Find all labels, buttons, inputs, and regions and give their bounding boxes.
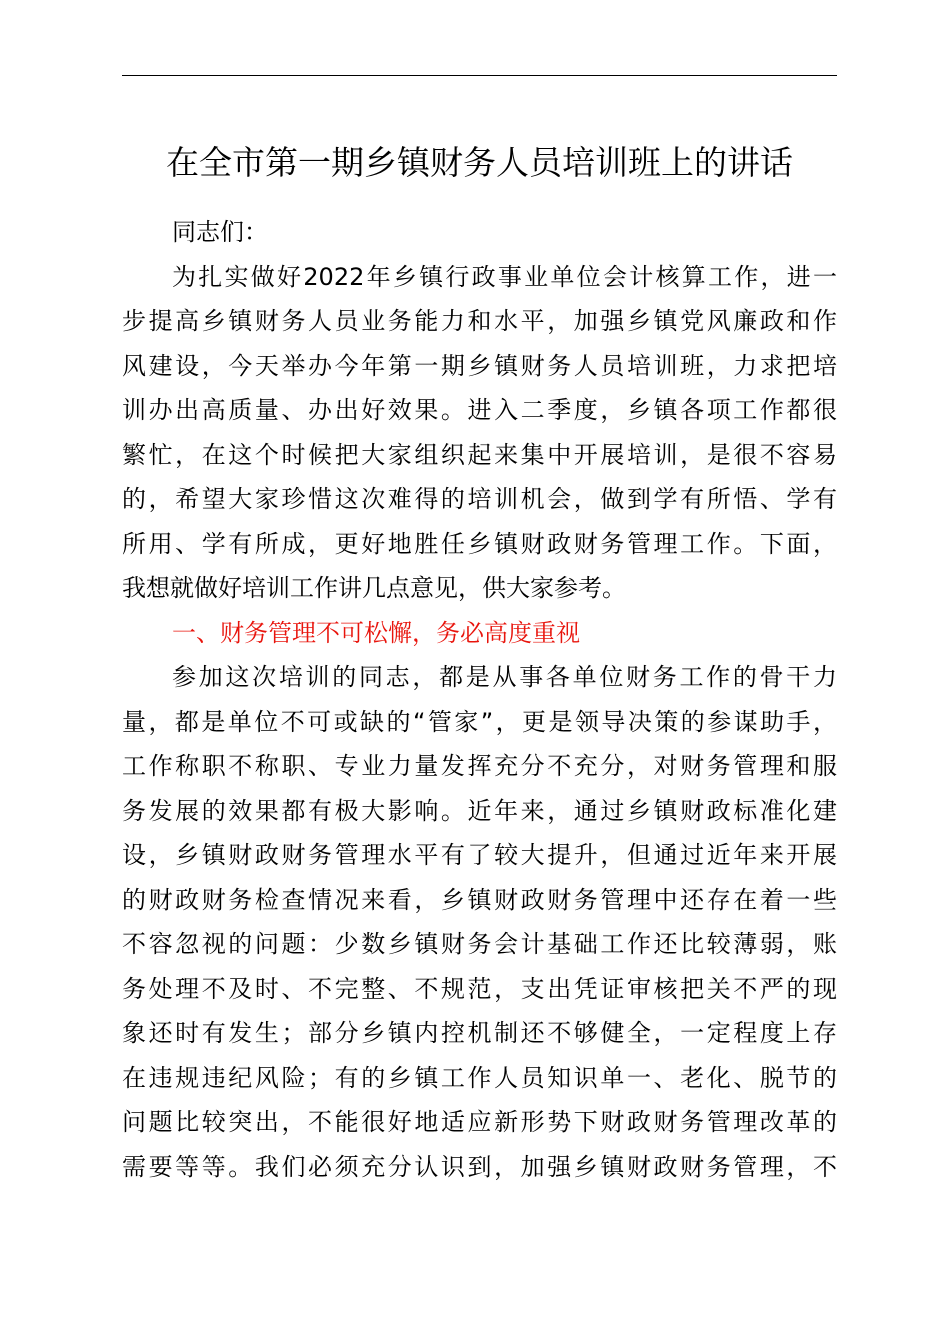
paragraph-1-line: 为扎实做好2022年乡镇行政事业单位会计核算工作，进一: [172, 262, 837, 291]
section-1-heading: 一、财务管理不可松懈，务必高度重视: [172, 618, 580, 647]
document-title: 在全市第一期乡镇财务人员培训班上的讲话: [166, 143, 793, 182]
paragraph-2-line: 问题比较突出，不能很好地适应新形势下财政财务管理改革的: [122, 1108, 837, 1136]
paragraph-2-line: 不容忽视的问题：少数乡镇财务会计基础工作还比较薄弱，账: [122, 930, 837, 958]
document-body: [122, 210, 837, 1189]
paragraph-2-line: 务处理不及时、不完整、不规范，支出凭证审核把关不严的现: [122, 974, 837, 1003]
paragraph-2-line: 务发展的效果都有极大影响。近年来，通过乡镇财政标准化建: [122, 796, 837, 825]
paragraph-1-line: 风建设，今天举办今年第一期乡镇财务人员培训班，力求把培: [122, 351, 837, 380]
paragraph-1-line: 繁忙，在这个时候把大家组织起来集中开展培训，是很不容易: [122, 440, 837, 469]
paragraph-2-line: 量，都是单位不可或缺的“管家”，更是领导决策的参谋助手，: [122, 707, 837, 736]
paragraph-2-line: 工作称职不称职、专业力量发挥充分不充分，对财务管理和服: [122, 752, 837, 780]
paragraph-1-line: 步提高乡镇财务人员业务能力和水平，加强乡镇党风廉政和作: [122, 307, 837, 335]
paragraph-2-line: 设，乡镇财政财务管理水平有了较大提升，但通过近年来开展: [122, 841, 837, 869]
paragraph-2-line: 参加这次培训的同志，都是从事各单位财务工作的骨干力: [172, 663, 837, 691]
paragraph-1-line: 我想就做好培训工作讲几点意见，供大家参考。: [122, 574, 626, 602]
paragraph-1-line: 的，希望大家珍惜这次难得的培训机会，做到学有所悟、学有: [122, 485, 837, 513]
salutation: 同志们：: [172, 218, 268, 246]
paragraph-1-line: 所用、学有所成，更好地胜任乡镇财政财务管理工作。下面，: [122, 529, 837, 558]
paragraph-2-line: 需要等等。我们必须充分认识到，加强乡镇财政财务管理，不: [122, 1152, 837, 1181]
paragraph-2-line: 的财政财务检查情况来看，乡镇财政财务管理中还存在着一些: [122, 885, 837, 914]
header-rule: [122, 75, 837, 76]
paragraph-1-line: 训办出高质量、办出好效果。进入二季度，乡镇各项工作都很: [122, 396, 837, 424]
paragraph-2-line: 象还时有发生；部分乡镇内控机制还不够健全，一定程度上存: [122, 1019, 837, 1047]
paragraph-2-line: 在违规违纪风险；有的乡镇工作人员知识单一、老化、脱节的: [122, 1063, 837, 1092]
